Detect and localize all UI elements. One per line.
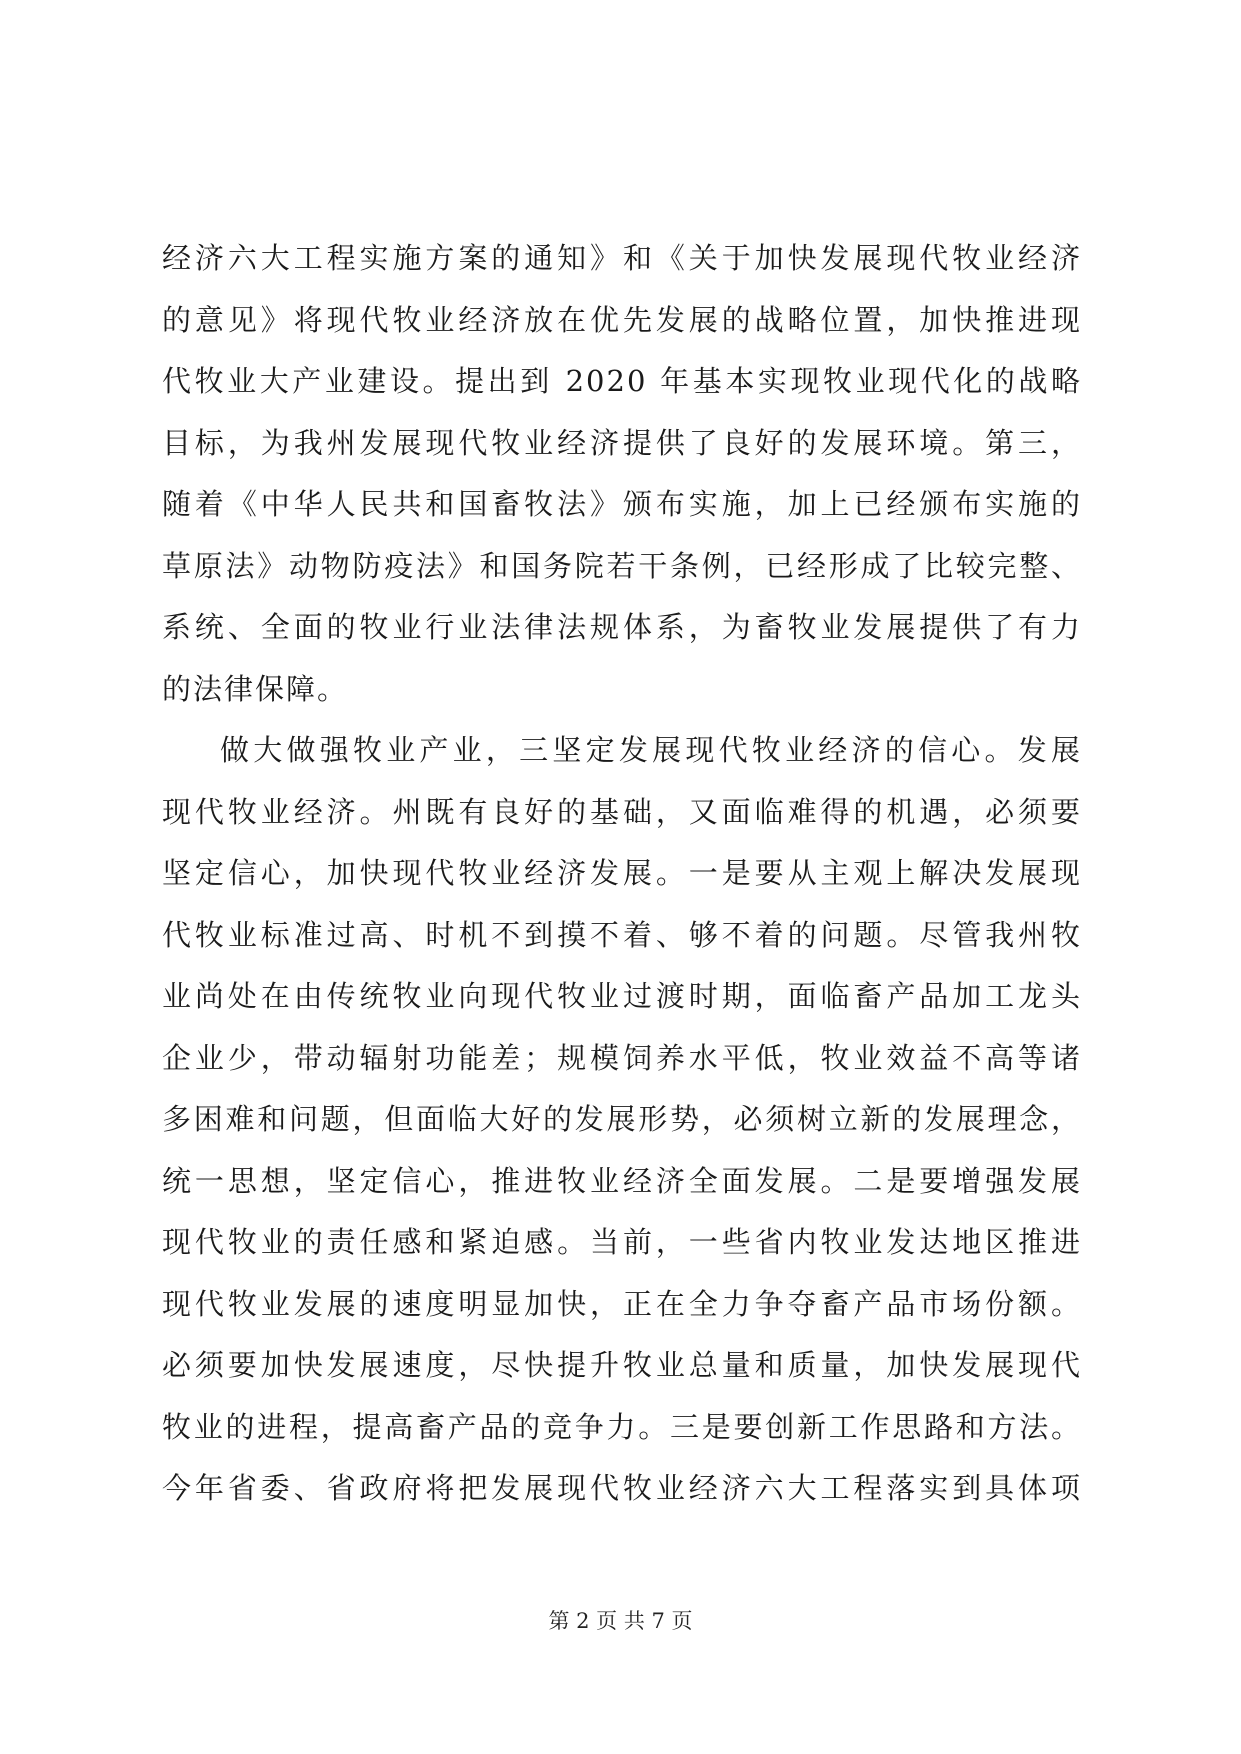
text-line: 现代牧业发展的速度明显加快，正在全力争夺畜产品市场份额。: [162, 1286, 1082, 1321]
text-line: 随着《中华人民共和国畜牧法》颁布实施，加上已经颁布实施的: [162, 487, 1082, 521]
text-line: 必须要加快发展速度，尽快提升牧业总量和质量，加快发展现代: [162, 1348, 1082, 1382]
paragraph: [162, 228, 1082, 720]
paragraph: [162, 720, 1082, 1520]
text-line: 现代牧业的责任感和紧迫感。当前，一些省内牧业发达地区推进: [162, 1225, 1082, 1259]
text-line: 企业少，带动辐射功能差；规模饲养水平低，牧业效益不高等诸: [162, 1040, 1082, 1075]
text-line: 现代牧业经济。州既有良好的基础，又面临难得的机遇，必须要: [162, 794, 1082, 829]
text-line: 统一思想，坚定信心，推进牧业经济全面发展。二是要增强发展: [162, 1163, 1082, 1198]
text-line: 今年省委、省政府将把发展现代牧业经济六大工程落实到具体项: [162, 1471, 1082, 1505]
text-line: 牧业的进程，提高畜产品的竞争力。三是要创新工作思路和方法。: [162, 1409, 1082, 1444]
body-text: [162, 228, 1082, 1520]
page-footer: [0, 1607, 1241, 1635]
page-number-label: 第 2 页 共 7 页: [548, 1609, 693, 1633]
text-line: 代牧业标准过高、时机不到摸不着、够不着的问题。尽管我州牧: [162, 917, 1082, 952]
text-line: 做大做强牧业产业，三坚定发展现代牧业经济的信心。发展: [220, 733, 1082, 767]
text-line: 代牧业大产业建设。提出到 2020 年基本实现牧业现代化的战略: [162, 364, 1082, 398]
text-line: 坚定信心，加快现代牧业经济发展。一是要从主观上解决发展现: [162, 856, 1082, 890]
text-line: 的法律保障。: [162, 671, 349, 706]
text-line: 系统、全面的牧业行业法律法规体系，为畜牧业发展提供了有力: [162, 610, 1082, 644]
text-line: 多困难和问题，但面临大好的发展形势，必须树立新的发展理念，: [162, 1102, 1082, 1136]
text-line: 业尚处在由传统牧业向现代牧业过渡时期，面临畜产品加工龙头: [162, 979, 1082, 1013]
text-line: 的意见》将现代牧业经济放在优先发展的战略位置，加快推进现: [162, 302, 1082, 337]
text-line: 草原法》动物防疫法》和国务院若干条例，已经形成了比较完整、: [162, 548, 1082, 583]
text-line: 经济六大工程实施方案的通知》和《关于加快发展现代牧业经济: [162, 241, 1082, 275]
text-line: 目标，为我州发展现代牧业经济提供了良好的发展环境。第三，: [162, 425, 1082, 460]
